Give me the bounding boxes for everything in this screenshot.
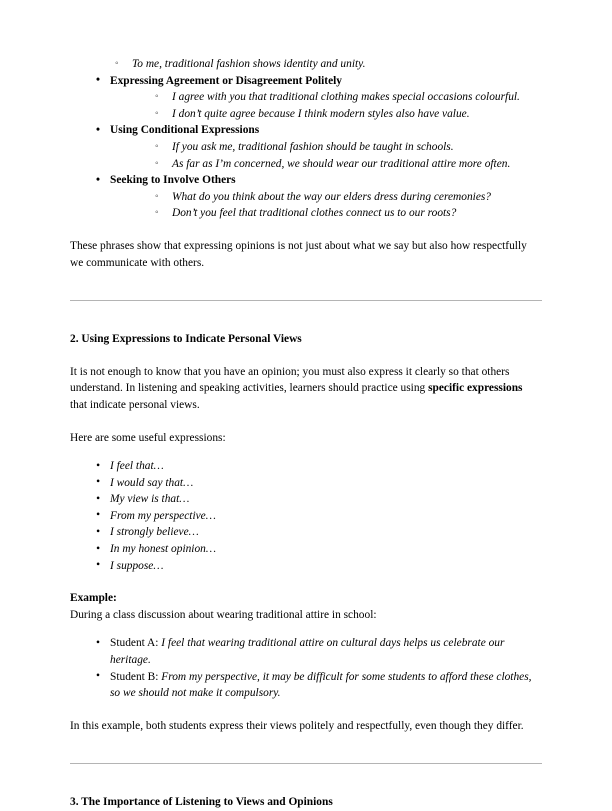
list-group-heading-text: Seeking to Involve Others [110,174,236,187]
sub-list [110,189,542,222]
spacer [70,623,542,635]
spacer [70,734,542,763]
spacer [70,574,542,590]
spacer [70,301,542,331]
sub-list [110,139,542,172]
list-item [70,458,542,475]
speaker-label: Student B: [110,670,162,683]
list-item [70,669,542,702]
expressions-lead-in: Here are some useful expressions: [70,431,226,444]
list-item [110,156,542,173]
list-item-text: I agree with you that traditional clothing makes special occasions colourful. [172,91,520,104]
list-item-text: I suppose… [110,559,164,572]
spacer [70,348,542,364]
example-label: Example: [70,592,117,605]
list-item [110,189,542,206]
section-heading-2: 2. Using Expressions to Indicate Personal Views [70,333,302,346]
hollow-bullet-icon: ◦ [115,58,119,69]
list-item [70,558,542,575]
section-heading-3: 3. The Importance of Listening to Views and Opinions [70,796,333,809]
list-item-text: From my perspective… [110,509,216,522]
intro-bold-phrase: specific expressions [428,382,523,395]
list-item-text: I would say that… [110,476,194,489]
list-item [70,635,542,668]
list-group-heading-text: Using Conditional Expressions [110,124,260,137]
list-group-heading-text: Expressing Agreement or Disagreement Politely [110,74,342,87]
section2-intro-paragraph [70,364,542,414]
list-item-text: Don’t you feel that traditional clothes connect us to our roots? [172,207,457,220]
student-examples-list [70,635,542,701]
list-item [110,89,542,106]
list-item [110,139,542,156]
spacer [70,702,542,718]
useful-expressions-list [70,458,542,574]
speaker-quote: From my perspective, it may be difficult for some students to afford these clothes, so we should not make it compulsory. [110,670,532,700]
intro-text-part1: It is not enough to know that you have an opinion; you must also express it clearly so that others understand. In listening and speaking activities, learners should practice using [70,365,510,395]
intro-text-part2: that indicate personal views. [70,398,200,411]
list-item-text: What do you think about the way our elders dress during ceremonies? [172,190,491,203]
example-summary: In this example, both students express their views politely and respectfully, even though they differ. [70,719,524,732]
spacer [70,271,542,300]
speaker-label: Student A: [110,637,162,650]
list-group-heading [70,73,542,123]
list-item [70,524,542,541]
opinion-phrases-list [70,56,542,222]
list-item-text: If you ask me, traditional fashion should be taught in schools. [172,140,454,153]
list-group-heading [70,172,542,222]
list-item-text: I don’t quite agree because I think modern styles also have value. [172,107,470,120]
list-item-text: As far as I’m concerned, we should wear our traditional attire more often. [172,157,511,170]
list-item-text: In my honest opinion… [110,543,216,556]
list-item-text: My view is that… [110,493,190,506]
list-item [110,106,542,123]
spacer [70,764,542,794]
list-item-text: I feel that… [110,460,164,473]
sub-list [110,89,542,122]
speaker-quote: I feel that wearing traditional attire on cultural days helps us celebrate our heritage. [110,637,505,667]
spacer [70,414,542,430]
list-item-text: I strongly believe… [110,526,199,539]
spacer [70,222,542,238]
list-group-heading [70,122,542,172]
list-item [110,205,542,222]
list-item [70,541,542,558]
list-item-text: To me, traditional fashion shows identity and unity. [132,58,366,70]
list-item [70,491,542,508]
list-item [70,475,542,492]
spacer [70,446,542,458]
example-intro: During a class discussion about wearing traditional attire in school: [70,608,377,621]
list-item [70,56,542,73]
document-content [70,56,542,811]
closing-paragraph: These phrases show that expressing opinions is not just about what we say but also how respectfully we communicate with others. [70,239,527,269]
list-item [70,508,542,525]
